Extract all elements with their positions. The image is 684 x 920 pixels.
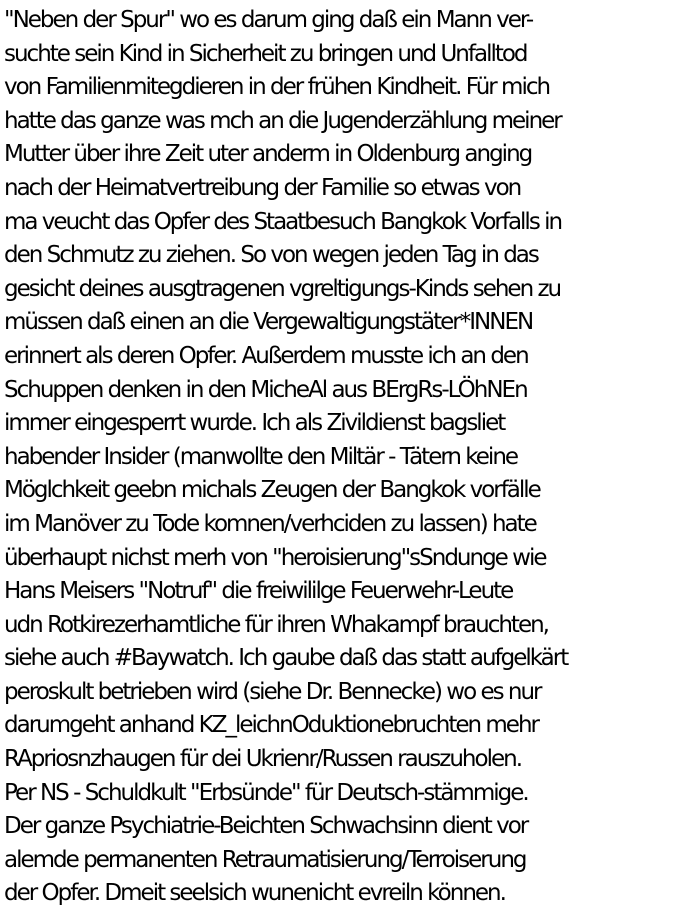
text-line-8: den Schmutz zu ziehen. So von wegen jeden Tag in das: [4, 242, 538, 269]
text-line-14: habender Insider (manwollte den Miltär - Tätern keine: [4, 443, 518, 470]
text-line-22: darumgeht anhand KZ_leichnOduktionebruchten mehr: [4, 712, 538, 739]
text-line-6: nach der Heimatvertreibung der Familie so etwas von: [4, 174, 521, 201]
text-line-10: müssen daß einen an die Vergewaltigungstäter*INNEN: [4, 309, 533, 336]
text-line-24: Per NS - Schuldkult "Erbsünde" für Deutsch-stämmige.: [4, 779, 528, 806]
text-line-9: gesicht deines ausgtragenen vgreltigungs-Kinds sehen zu: [4, 275, 561, 302]
text-line-25: Der ganze Psychiatrie-Beichten Schwachsinn dient vor: [4, 813, 528, 840]
text-line-26: alemde permanenten Retraumatisierung/Terroiserung: [4, 846, 526, 873]
text-line-11: erinnert als deren Opfer. Außerdem musste ich an den: [4, 342, 528, 369]
text-line-20: siehe auch #Baywatch. Ich gaube daß das statt aufgelkärt: [4, 645, 568, 672]
text-line-1: "Neben der Spur" wo es darum ging daß ein Mann ver-: [4, 7, 533, 33]
text-line-13: immer eingesperrt wurde. Ich als Zivildienst bagsliet: [4, 410, 505, 437]
text-line-19: udn Rotkirezerhamtliche für ihren Whakampf brauchten,: [4, 611, 548, 638]
text-line-16: im Manöver zu Tode komnen/verhciden zu lassen) hate: [4, 510, 536, 537]
text-line-2: suchte sein Kind in Sicherheit zu bringen und Unfalltod: [4, 40, 527, 67]
text-line-21: peroskult betrieben wird (siehe Dr. Bennecke) wo es nur: [4, 678, 541, 705]
text-line-18: Hans Meisers "Notruf" die freiwililge Feuerwehr-Leute: [4, 578, 513, 605]
text-line-12: Schuppen denken in den MicheAl aus BErgRs-LÖhNEn: [4, 376, 527, 403]
text-line-5: Mutter über ihre Zeit uter anderm in Oldenburg anging: [4, 141, 532, 168]
text-line-4: hatte das ganze was mch an die Jugenderzählung meiner: [4, 107, 561, 134]
document-text-block: [4, 4, 682, 911]
text-line-27: der Opfer. Dmeit seelsich wunenicht evreiln können.: [4, 880, 505, 907]
text-line-15: Möglchkeit geebn michals Zeugen der Bangkok vorfälle: [4, 477, 540, 504]
text-line-7: ma veucht das Opfer des Staatbesuch Bangkok Vorfalls in: [4, 208, 562, 235]
text-line-23: RApriosnzhaugen für dei Ukrienr/Russen rauszuholen.: [4, 746, 522, 773]
text-line-3: von Familienmitegdieren in der frühen Kindheit. Für mich: [4, 74, 550, 101]
text-line-17: überhaupt nichst merh von "heroisierung"sSndunge wie: [4, 544, 546, 571]
